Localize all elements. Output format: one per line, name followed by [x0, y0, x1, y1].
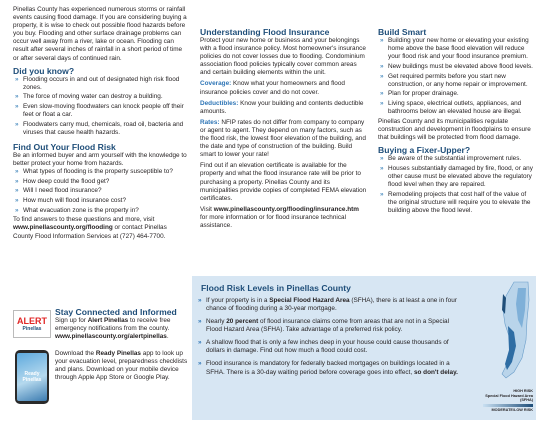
column-middle — [200, 27, 367, 230]
list-item: » Houses substantially damaged by fire, flood, or any other cause must be elevated above the regulatory flood level when they are repaired. — [378, 165, 536, 189]
list-item: » Will I need flood insurance? — [13, 187, 187, 195]
list-item: » Building your new home or elevating your existing home above the base flood elevation will reduce your flood risk and your flood insurance premium. — [378, 37, 536, 61]
build-smart-list — [378, 37, 536, 116]
build-smart-heading: Build Smart — [378, 27, 427, 37]
list-item: » Floodwaters carry mud, chemicals, road oil, bacteria and viruses that cause health hazards. — [13, 121, 187, 137]
list-item: » Even slow-moving floodwaters can knock people off their feet or float a car. — [13, 103, 187, 119]
did-you-know-heading: Did you know? — [13, 65, 75, 76]
insurance-paragraph: Protect your new home or business and your belongings with a flood insurance policy. Most homeowner's insurance policies do not cover losses due to flooding. Condominium association flood policies typically cover common areas and certain building elements within the unit. — [200, 37, 366, 77]
build-smart-note: Pinellas County and its municipalities regulate construction and development in floodplains to ensure that buildings will be protected from flood damage. — [378, 117, 531, 141]
pinellas-county-map — [492, 280, 532, 380]
flood-risk-levels-heading: Flood Risk Levels in Pinellas County — [201, 283, 351, 293]
list-item: » A shallow flood that is only a few inches deep in your house could cause thousands of dollars in damage. Find out how much a flood could cost. — [196, 339, 463, 356]
flooding-link[interactable]: www.pinellascounty.org/flooding — [13, 224, 113, 232]
answers-paragraph: To find answers to these questions and more, visit www.pinellascounty.org/flooding or contact Pinellas County Flood Information Services at (727) 464-7700. — [13, 216, 167, 240]
did-you-know-list — [13, 76, 187, 137]
intro-paragraph: Pinellas County has experienced numerous storms or rainfall events causing flood damage. If you are considering buying a property, it is wise to check out possible flood hazards before you buy. Flooding and other surface drainage problems can occur well away from a river, lake or ocean. Flooding can result after several inches of rainfall in a short period of time or after several days of continued rain. — [13, 6, 187, 62]
stay-connected-heading: Stay Connected and Informed — [55, 307, 177, 317]
list-item: » Flood insurance is mandatory for federally backed mortgages on buildings located in a SFHA. There is a 30-day waiting period before coverage goes into effect, so don't delay. — [196, 360, 463, 377]
flood-risk-intro: Be an informed buyer and arm yourself with the knowledge to better protect your home from hazards. — [13, 151, 187, 167]
list-item: » What types of flooding is the property susceptible to? — [13, 168, 187, 176]
rates-paragraph: Rates: NFIP rates do not differ from company to company or agent to agent. They depend on many factors, such as the flood risk, the lowest floor elevation of the building, and the date and type of construction of the building. Build smart to lower your rate! — [200, 118, 366, 159]
legend-gradient — [483, 404, 533, 407]
flood-risk-heading: Find Out Your Flood Risk — [13, 141, 116, 152]
map-legend: HIGH RISK Special Flood Hazard Area (SFHA) MODERATE/LOW RISK — [479, 389, 533, 412]
list-item: » What evacuation zone is the property in? — [13, 207, 187, 215]
deductibles-paragraph: Deductibles: Know your building and contents deductible amounts. — [200, 99, 364, 115]
visit-paragraph: Visit www.pinellascounty.org/flooding/insurance.htm for more information or for flood insurance technical assistance. — [200, 205, 359, 229]
fixer-upper-list — [378, 155, 536, 215]
list-item: » How deep could the flood get? — [13, 178, 187, 186]
ready-pinellas-text: Download the Ready Pinellas app to look up your evacuation level, preparedness checklists and plans. Download on your mobile device through Apple App Store or Google Play. — [55, 350, 188, 382]
alert-pinellas-logo: ALERT Pinellas — [13, 310, 51, 338]
list-item: » Get required permits before you start new construction, or any home repair or improvement. — [378, 73, 536, 89]
coverage-paragraph: Coverage: Know what your homeowners and flood insurance policies cover and do not cover. — [200, 80, 345, 96]
flood-risk-levels-list — [196, 297, 463, 381]
list-item: » Be aware of the substantial improvement rules. — [378, 155, 536, 163]
alert-pinellas-link[interactable]: www.pinellascounty.org/alertpinellas — [55, 333, 167, 341]
flood-insurance-heading: Understanding Flood Insurance — [200, 27, 330, 37]
alert-pinellas-text: Sign up for Alert Pinellas to receive free emergency notifications from the county. www.pinellascounty.org/alertpinellas. — [55, 317, 171, 341]
column-right — [378, 27, 536, 217]
fixer-upper-heading: Buying a Fixer-Upper? — [378, 145, 471, 156]
list-item: » Remodeling projects that cost half of the value of the original structure will require you to elevate the building above the flood level. — [378, 191, 536, 215]
flood-risk-questions — [13, 168, 187, 215]
list-item: » The force of moving water can destroy a building. — [13, 93, 187, 101]
ready-pinellas-section — [13, 350, 189, 410]
column-left — [13, 6, 187, 241]
list-item: » New buildings must be elevated above flood levels. — [378, 63, 536, 71]
insurance-link[interactable]: www.pinellascounty.org/flooding/insurance.htm — [213, 205, 359, 213]
elevation-paragraph: Find out if an elevation certificate is available for the property and what the flood insurance rate will be prior to purchasing a property. Pinellas County and its municipalities provide copies of completed FEMA elevation certificates. — [200, 162, 367, 202]
list-item: » Living space, electrical outlets, appliances, and bathrooms below an elevated house are illegal. — [378, 100, 536, 116]
list-item: » Nearly 20 percent of flood insurance claims come from areas that are not in a Special Flood Hazard Area (SFHA). Take advantage of a preferred risk policy. — [196, 318, 463, 335]
list-item: » Plan for proper drainage. — [378, 90, 536, 98]
list-item: » How much will flood insurance cost? — [13, 197, 187, 205]
ready-pinellas-app-image: Ready Pinellas — [15, 350, 49, 404]
flood-risk-levels-box — [192, 276, 536, 420]
stay-connected-section — [13, 307, 189, 341]
list-item: » Flooding occurs in and out of designated high risk flood zones. — [13, 76, 187, 92]
list-item: » If your property is in a Special Flood Hazard Area (SFHA), there is at least a one in four chance of flooding during a 30-year mortgage. — [196, 297, 463, 314]
